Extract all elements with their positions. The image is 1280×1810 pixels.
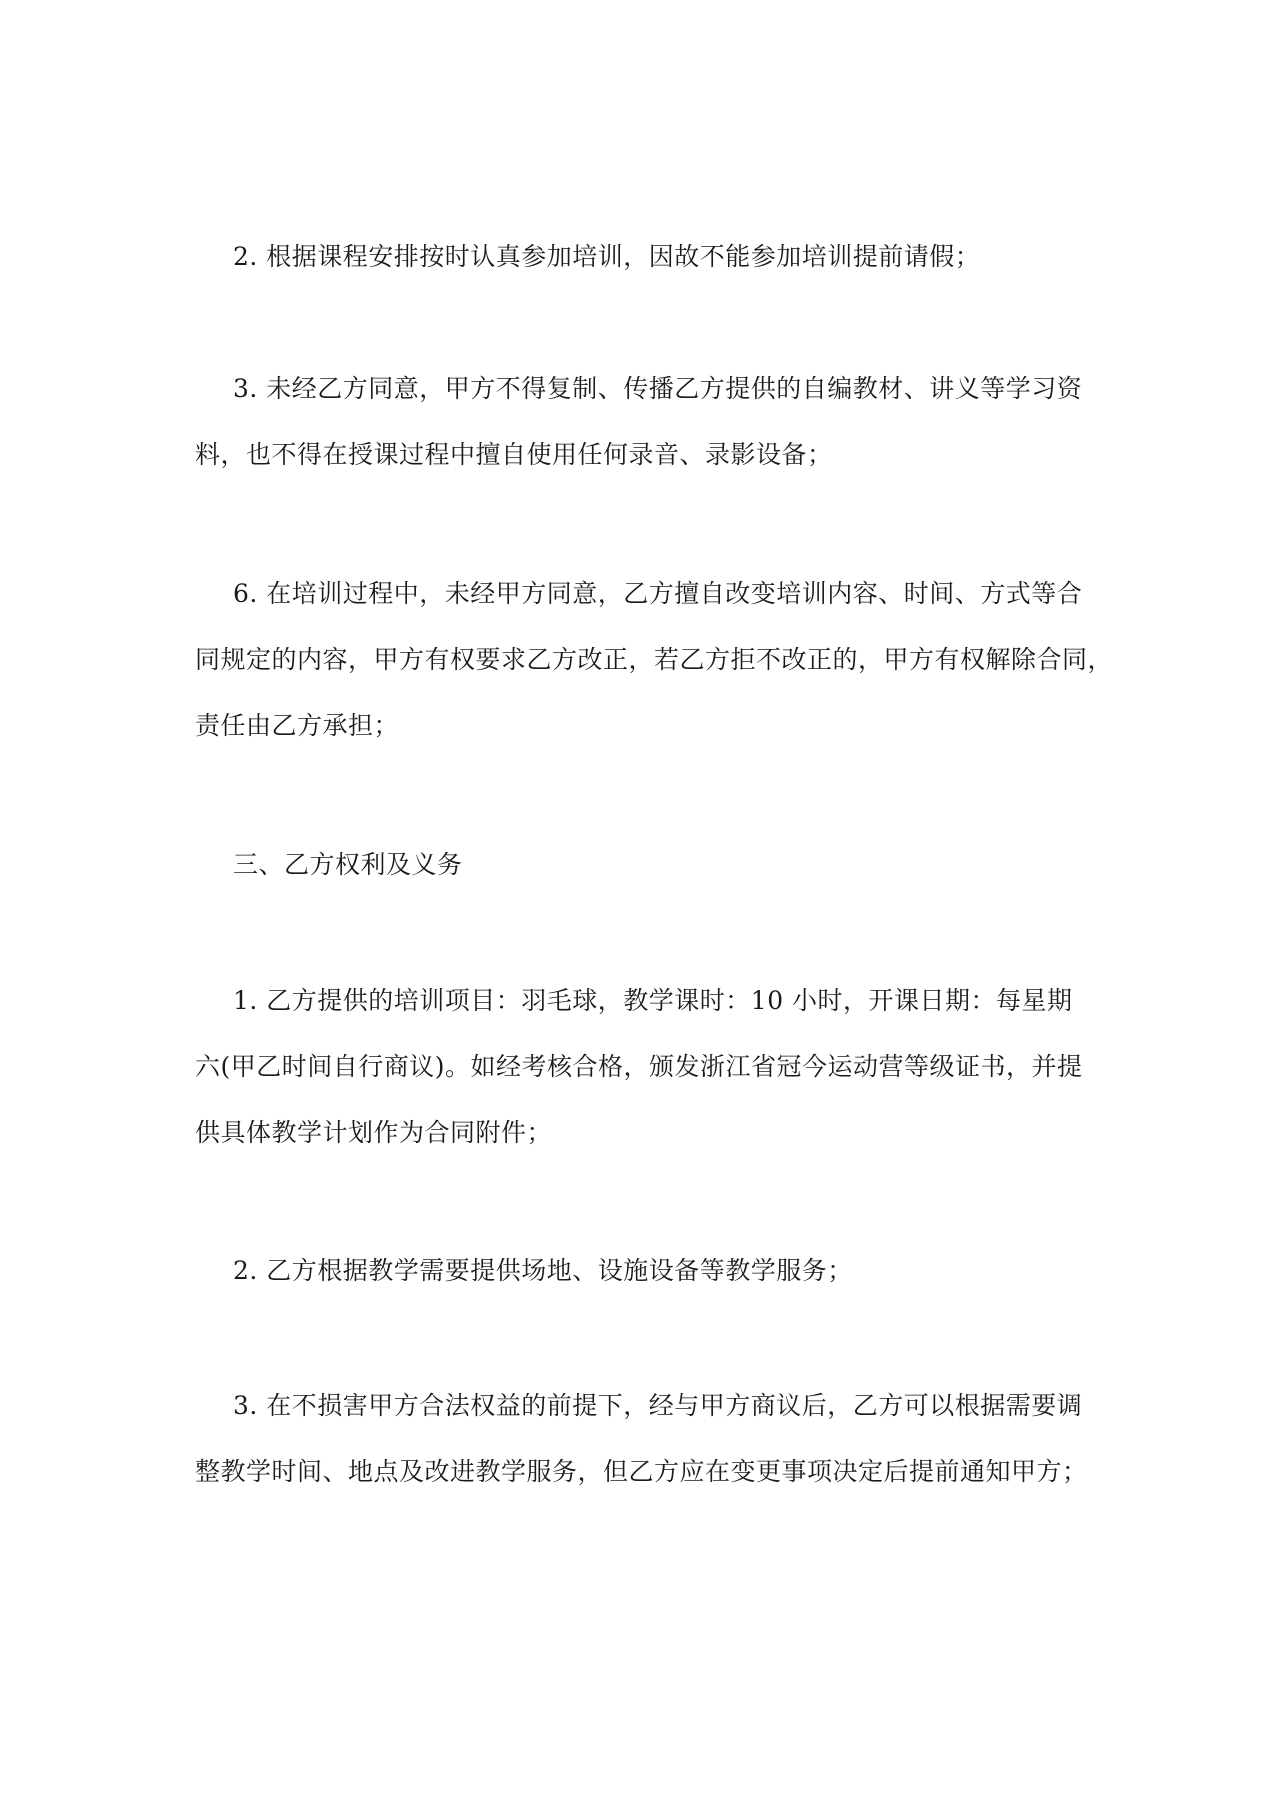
text-line: 供具体教学计划作为合同附件； bbox=[195, 1118, 553, 1147]
paragraph-right-3 bbox=[195, 1373, 1090, 1505]
paragraph-duty-6 bbox=[195, 561, 1114, 759]
text-line: 3. 未经乙方同意，甲方不得复制、传播乙方提供的自编教材、讲义等学习资 bbox=[233, 374, 1083, 403]
text-line: 料，也不得在授课过程中擅自使用任何录音、录影设备； bbox=[195, 440, 833, 469]
text-line: 6. 在培训过程中，未经甲方同意，乙方擅自改变培训内容、时间、方式等合 bbox=[233, 579, 1083, 608]
text-line: 1. 乙方提供的培训项目：羽毛球，教学课时：10 小时，开课日期：每星期 bbox=[233, 986, 1073, 1015]
text-line: 3. 在不损害甲方合法权益的前提下，经与甲方商议后，乙方可以根据需要调 bbox=[233, 1391, 1083, 1420]
paragraph-right-1 bbox=[195, 968, 1090, 1166]
paragraph-right-2 bbox=[195, 1238, 1090, 1304]
text-line: 2. 乙方根据教学需要提供场地、设施设备等教学服务； bbox=[233, 1256, 853, 1285]
heading-line: 三、乙方权利及义务 bbox=[233, 850, 463, 879]
section-heading bbox=[195, 832, 1090, 898]
paragraph-duty-3 bbox=[195, 356, 1090, 488]
paragraph-duty-2 bbox=[195, 224, 1090, 290]
text-line: 六(甲乙时间自行商议)。如经考核合格，颁发浙江省冠今运动营等级证书，并提 bbox=[195, 1052, 1083, 1081]
text-line: 同规定的内容，甲方有权要求乙方改正，若乙方拒不改正的，甲方有权解除合同， bbox=[195, 645, 1114, 674]
text-line: 整教学时间、地点及改进教学服务，但乙方应在变更事项决定后提前通知甲方； bbox=[195, 1457, 1088, 1486]
text-line: 责任由乙方承担； bbox=[195, 711, 400, 740]
text-line: 2. 根据课程安排按时认真参加培训，因故不能参加培训提前请假； bbox=[233, 242, 981, 271]
